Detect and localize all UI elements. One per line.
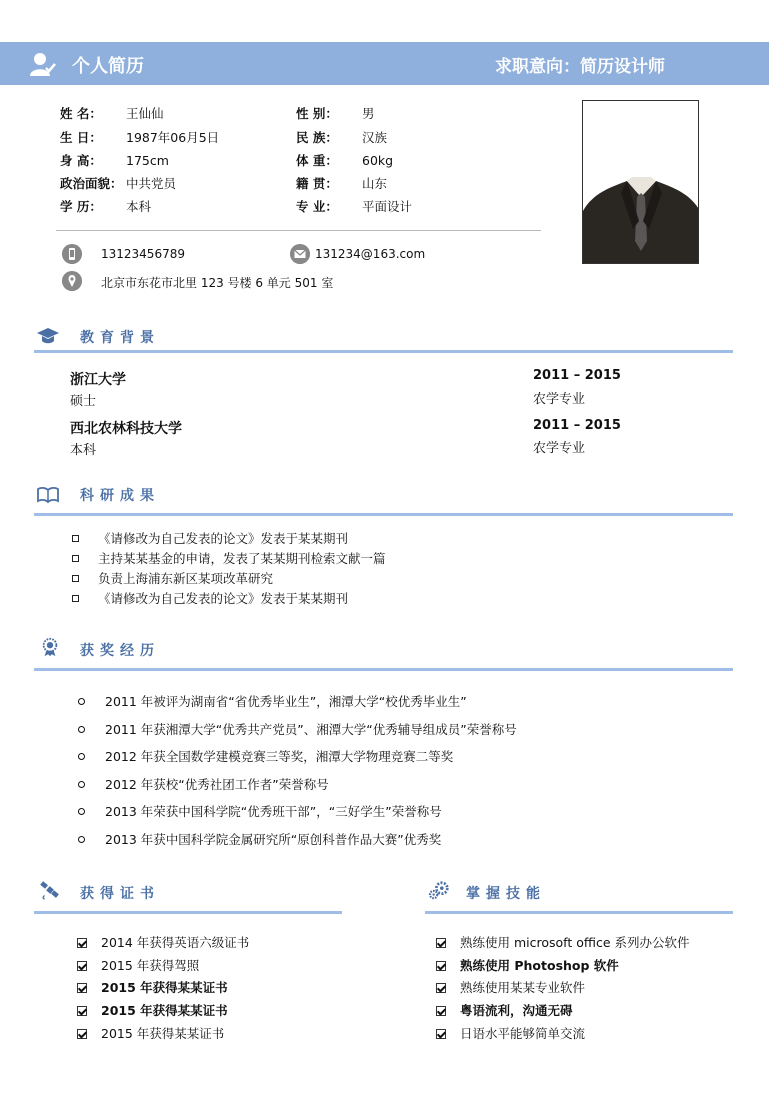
research-item: 《请修改为自己发表的论文》发表于某某期刊 [72, 589, 348, 607]
award-item: 2012 年获校“优秀社团工作者”荣誉称号 [78, 775, 329, 793]
resume-title: 个人简历 [72, 56, 144, 77]
certificate-item: 2015 年获得驾照 [77, 956, 199, 974]
edu-major-2: 农学专业 [533, 441, 586, 456]
skills-section-line [425, 911, 733, 914]
info-weight: 体 重： 60kg [296, 153, 394, 168]
job-objective: 求职意向：简历设计师 [495, 57, 665, 77]
phone-icon [62, 244, 82, 264]
certificates-section-line [34, 911, 342, 914]
skill-item: 日语水平能够简单交流 [436, 1024, 585, 1042]
award-item: 2013 年荣获中国科学院“优秀班干部”，“三好学生”荣誉称号 [78, 802, 442, 820]
certificate-item: 2015 年获得某某证书 [77, 978, 228, 996]
research-item: 《请修改为自己发表的论文》发表于某某期刊 [72, 529, 348, 547]
suit-silhouette-icon [583, 101, 699, 264]
education-section-line [34, 350, 733, 353]
certificate-item: 2015 年获得某某证书 [77, 1024, 224, 1042]
home-address: 北京市东花市北里 123 号楼 6 单元 501 室 [101, 276, 334, 290]
awards-section-title: 获奖经历 [80, 643, 160, 659]
awards-section-line [34, 668, 733, 671]
skill-item: 熟练使用 Photoshop 软件 [436, 956, 619, 974]
info-divider [56, 230, 541, 231]
certificates-section-title: 获得证书 [80, 886, 160, 902]
info-birthday: 生 日： 1987年06月5日 [60, 130, 220, 145]
edu-degree-1: 硕士 [70, 394, 97, 409]
info-political: 政治面貌： 中共党员 [60, 176, 177, 191]
award-item: 2011 年获湘潭大学“优秀共产党员”、湘潭大学“优秀辅导组成员”荣誉称号 [78, 720, 517, 738]
edu-school-1: 浙江大学 [70, 372, 126, 388]
certificate-item: 2014 年获得英语六级证书 [77, 933, 249, 951]
info-major: 专 业： 平面设计 [296, 199, 413, 214]
research-section-line [34, 513, 733, 516]
skill-item: 熟练使用 microsoft office 系列办公软件 [436, 933, 690, 951]
award-item: 2012 年获全国数学建模竞赛三等奖，湘潭大学物理竞赛二等奖 [78, 747, 453, 765]
email-icon [290, 244, 310, 264]
research-item: 主持某某基金的申请，发表了某某期刊检索文献一篇 [72, 549, 386, 567]
award-item: 2013 年获中国科学院金属研究所“原创科普作品大赛”优秀奖 [78, 830, 441, 848]
edu-years-2: 2011 – 2015 [533, 418, 621, 433]
open-book-icon [36, 484, 60, 504]
edu-major-1: 农学专业 [533, 392, 586, 407]
info-hometown: 籍 贯： 山东 [296, 176, 388, 191]
location-icon [62, 271, 82, 291]
research-section-title: 科研成果 [80, 488, 160, 504]
edu-years-1: 2011 – 2015 [533, 368, 621, 383]
medal-icon [38, 637, 62, 657]
edu-degree-2: 本科 [70, 443, 97, 458]
gears-icon [428, 880, 452, 900]
email-address: 131234@163.com [315, 247, 426, 261]
graduation-cap-icon [36, 326, 60, 346]
info-gender: 性 别： 男 [296, 106, 375, 121]
research-item: 负责上海浦东新区某项改革研究 [72, 569, 273, 587]
certificate-item: 2015 年获得某某证书 [77, 1001, 228, 1019]
profile-photo [582, 100, 699, 264]
info-name: 姓 名： 王仙仙 [60, 106, 164, 121]
satellite-icon [38, 880, 62, 900]
header-banner [0, 42, 769, 85]
education-section-title: 教育背景 [80, 330, 160, 346]
skill-item: 粤语流利，沟通无碍 [436, 1001, 573, 1019]
edu-school-2: 西北农林科技大学 [70, 421, 182, 437]
info-height: 身 高： 175cm [60, 153, 169, 168]
award-item: 2011 年被评为湖南省“省优秀毕业生”，湘潭大学“校优秀毕业生” [78, 692, 467, 710]
skills-section-title: 掌握技能 [466, 886, 546, 902]
skill-item: 熟练使用某某专业软件 [436, 978, 585, 996]
info-ethnicity: 民 族： 汉族 [296, 130, 388, 145]
person-icon [28, 50, 56, 78]
info-education: 学 历： 本科 [60, 199, 152, 214]
phone-number: 13123456789 [101, 247, 185, 261]
